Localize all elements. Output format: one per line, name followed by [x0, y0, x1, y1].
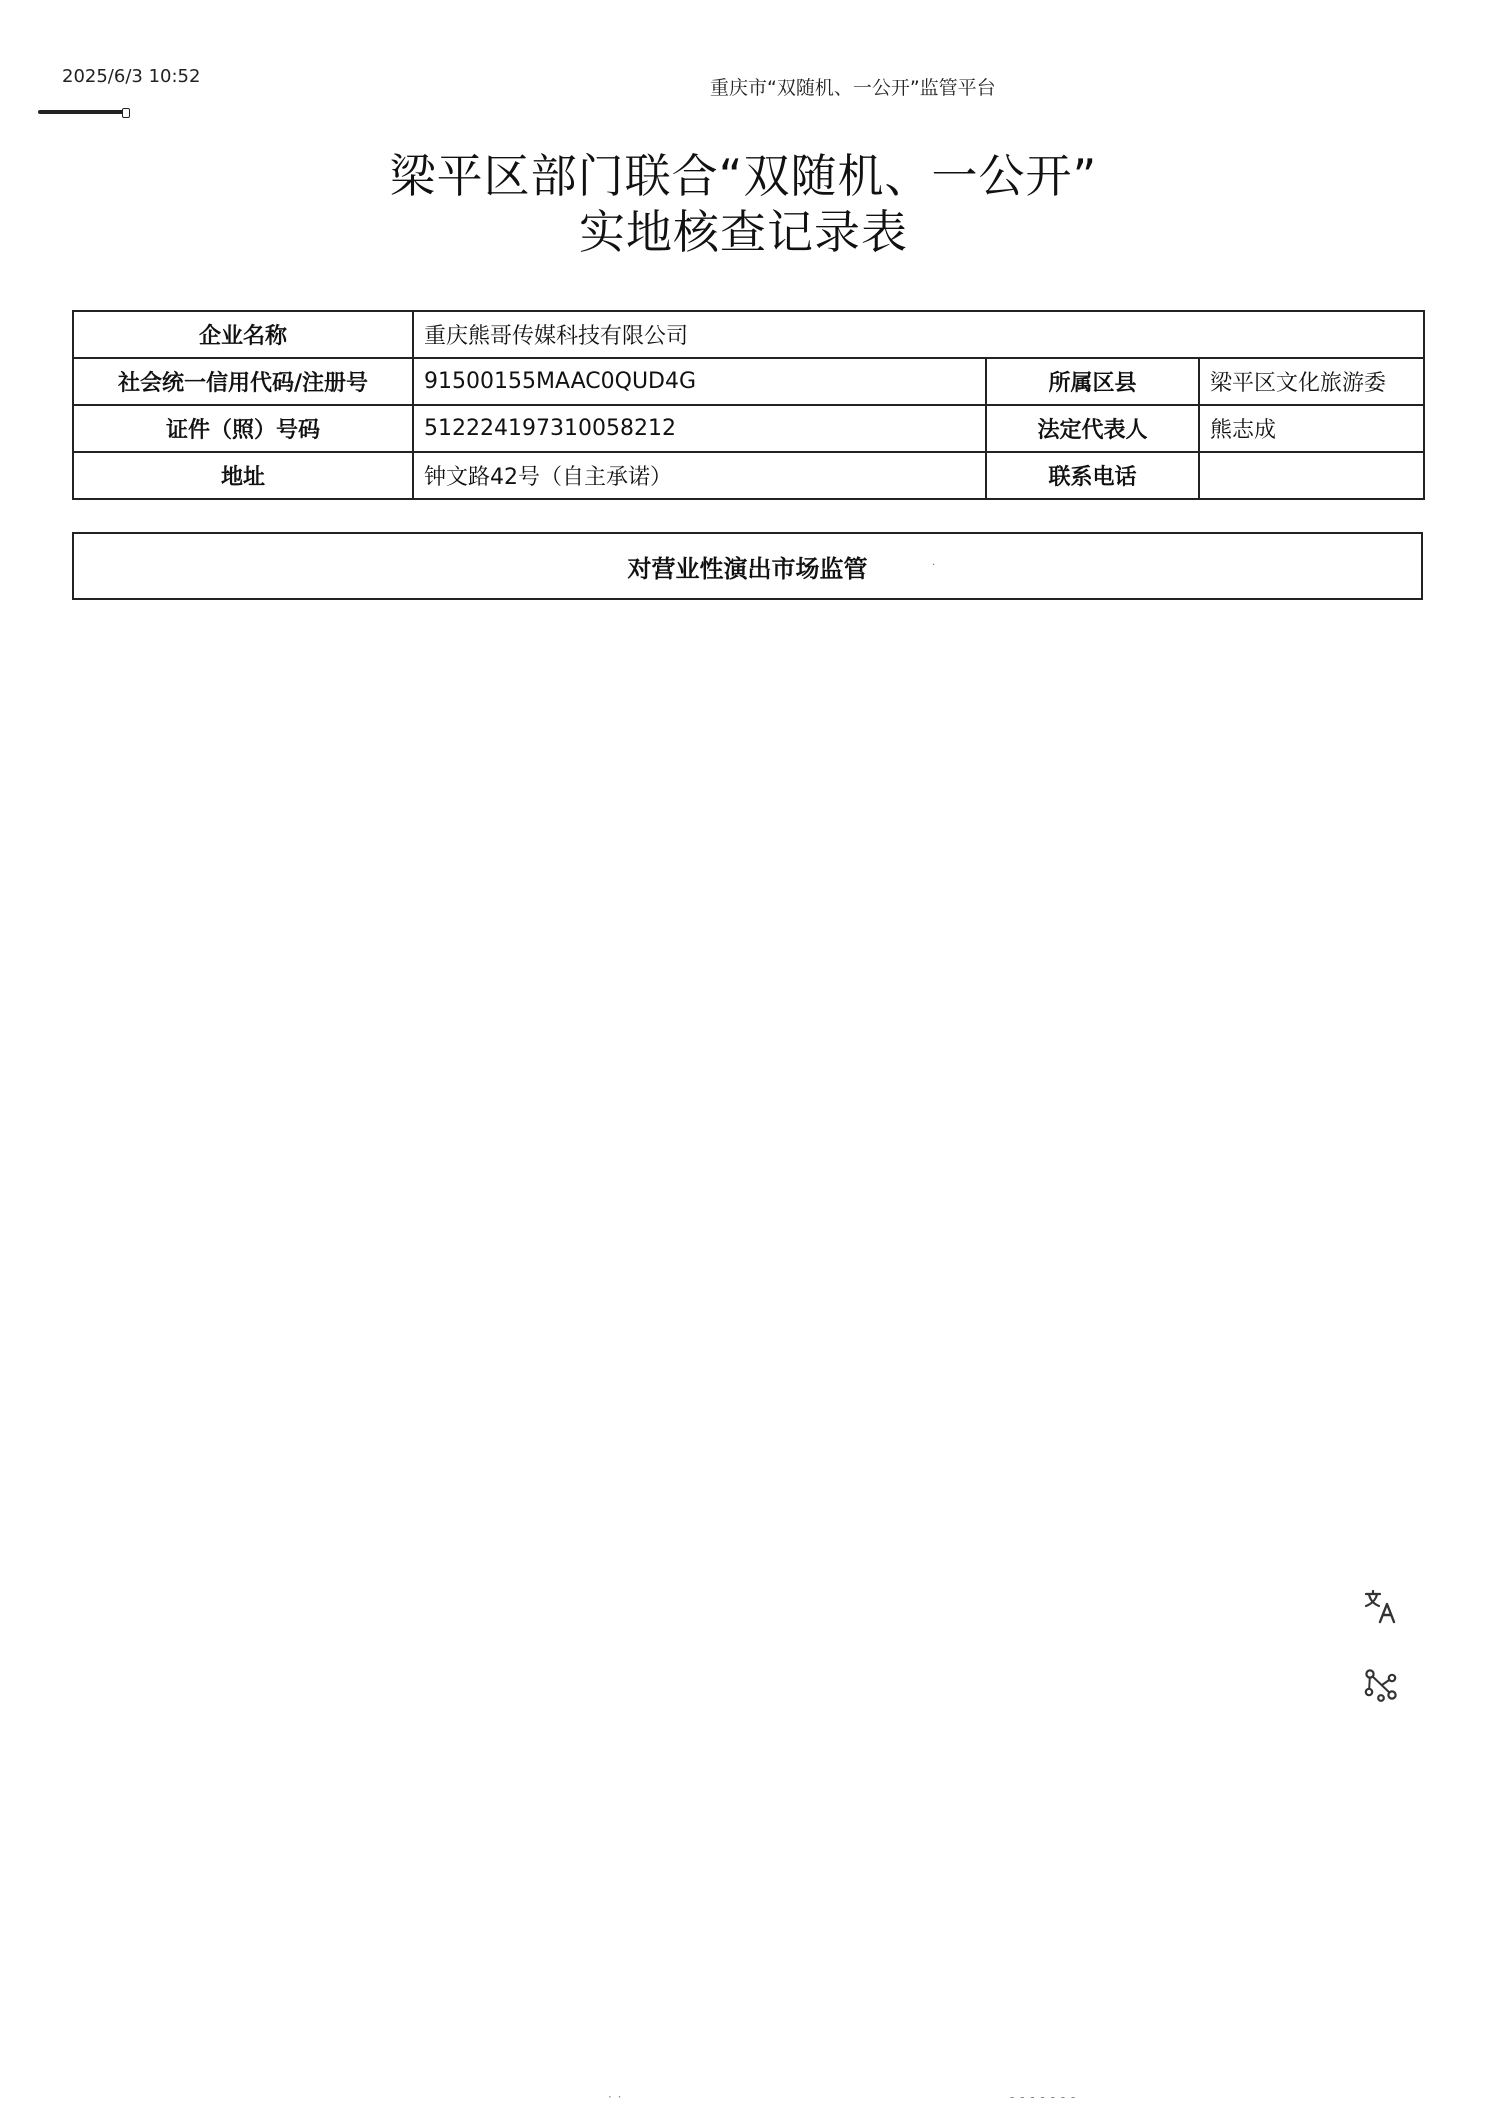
- id-number-value: 512224197310058212: [413, 405, 986, 452]
- legal-representative-label: 法定代表人: [986, 405, 1199, 452]
- scan-mark: [38, 110, 126, 114]
- credit-code-label: 社会统一信用代码/注册号: [73, 358, 413, 405]
- district-label: 所属区县: [986, 358, 1199, 405]
- id-number-label: 证件（照）号码: [73, 405, 413, 452]
- network-nodes-icon[interactable]: [1362, 1666, 1400, 1704]
- section-title: 对营业性演出市场监管: [627, 554, 868, 583]
- district-value: 梁平区文化旅游委: [1199, 358, 1424, 405]
- translate-icon[interactable]: [1362, 1588, 1400, 1626]
- table-row: [73, 452, 1424, 499]
- credit-code-value: 91500155MAAC0QUD4G: [413, 358, 986, 405]
- platform-name: 重庆市“双随机、一公开”监管平台: [710, 77, 996, 99]
- table-row: [73, 405, 1424, 452]
- legal-representative-value: 熊志成: [1199, 405, 1424, 452]
- document-title-line1: 梁平区部门联合“双随机、一公开”: [389, 149, 1098, 203]
- address-value: 钟文路42号（自主承诺）: [413, 452, 986, 499]
- phone-value: [1199, 452, 1424, 499]
- supervision-section: [72, 532, 1423, 600]
- scan-speck: - - - - - - -: [1010, 2090, 1077, 2104]
- table-row: [73, 311, 1424, 358]
- company-info-table: [72, 310, 1425, 500]
- table-row: [73, 358, 1424, 405]
- print-timestamp: 2025/6/3 10:52: [62, 66, 201, 87]
- scan-speck: ·: [932, 560, 936, 571]
- phone-label: 联系电话: [986, 452, 1199, 499]
- company-name-value: 重庆熊哥传媒科技有限公司: [413, 311, 1424, 358]
- document-title-line2: 实地核查记录表: [579, 205, 908, 259]
- company-name-label: 企业名称: [73, 311, 413, 358]
- scan-speck: · ·: [608, 2090, 623, 2104]
- address-label: 地址: [73, 452, 413, 499]
